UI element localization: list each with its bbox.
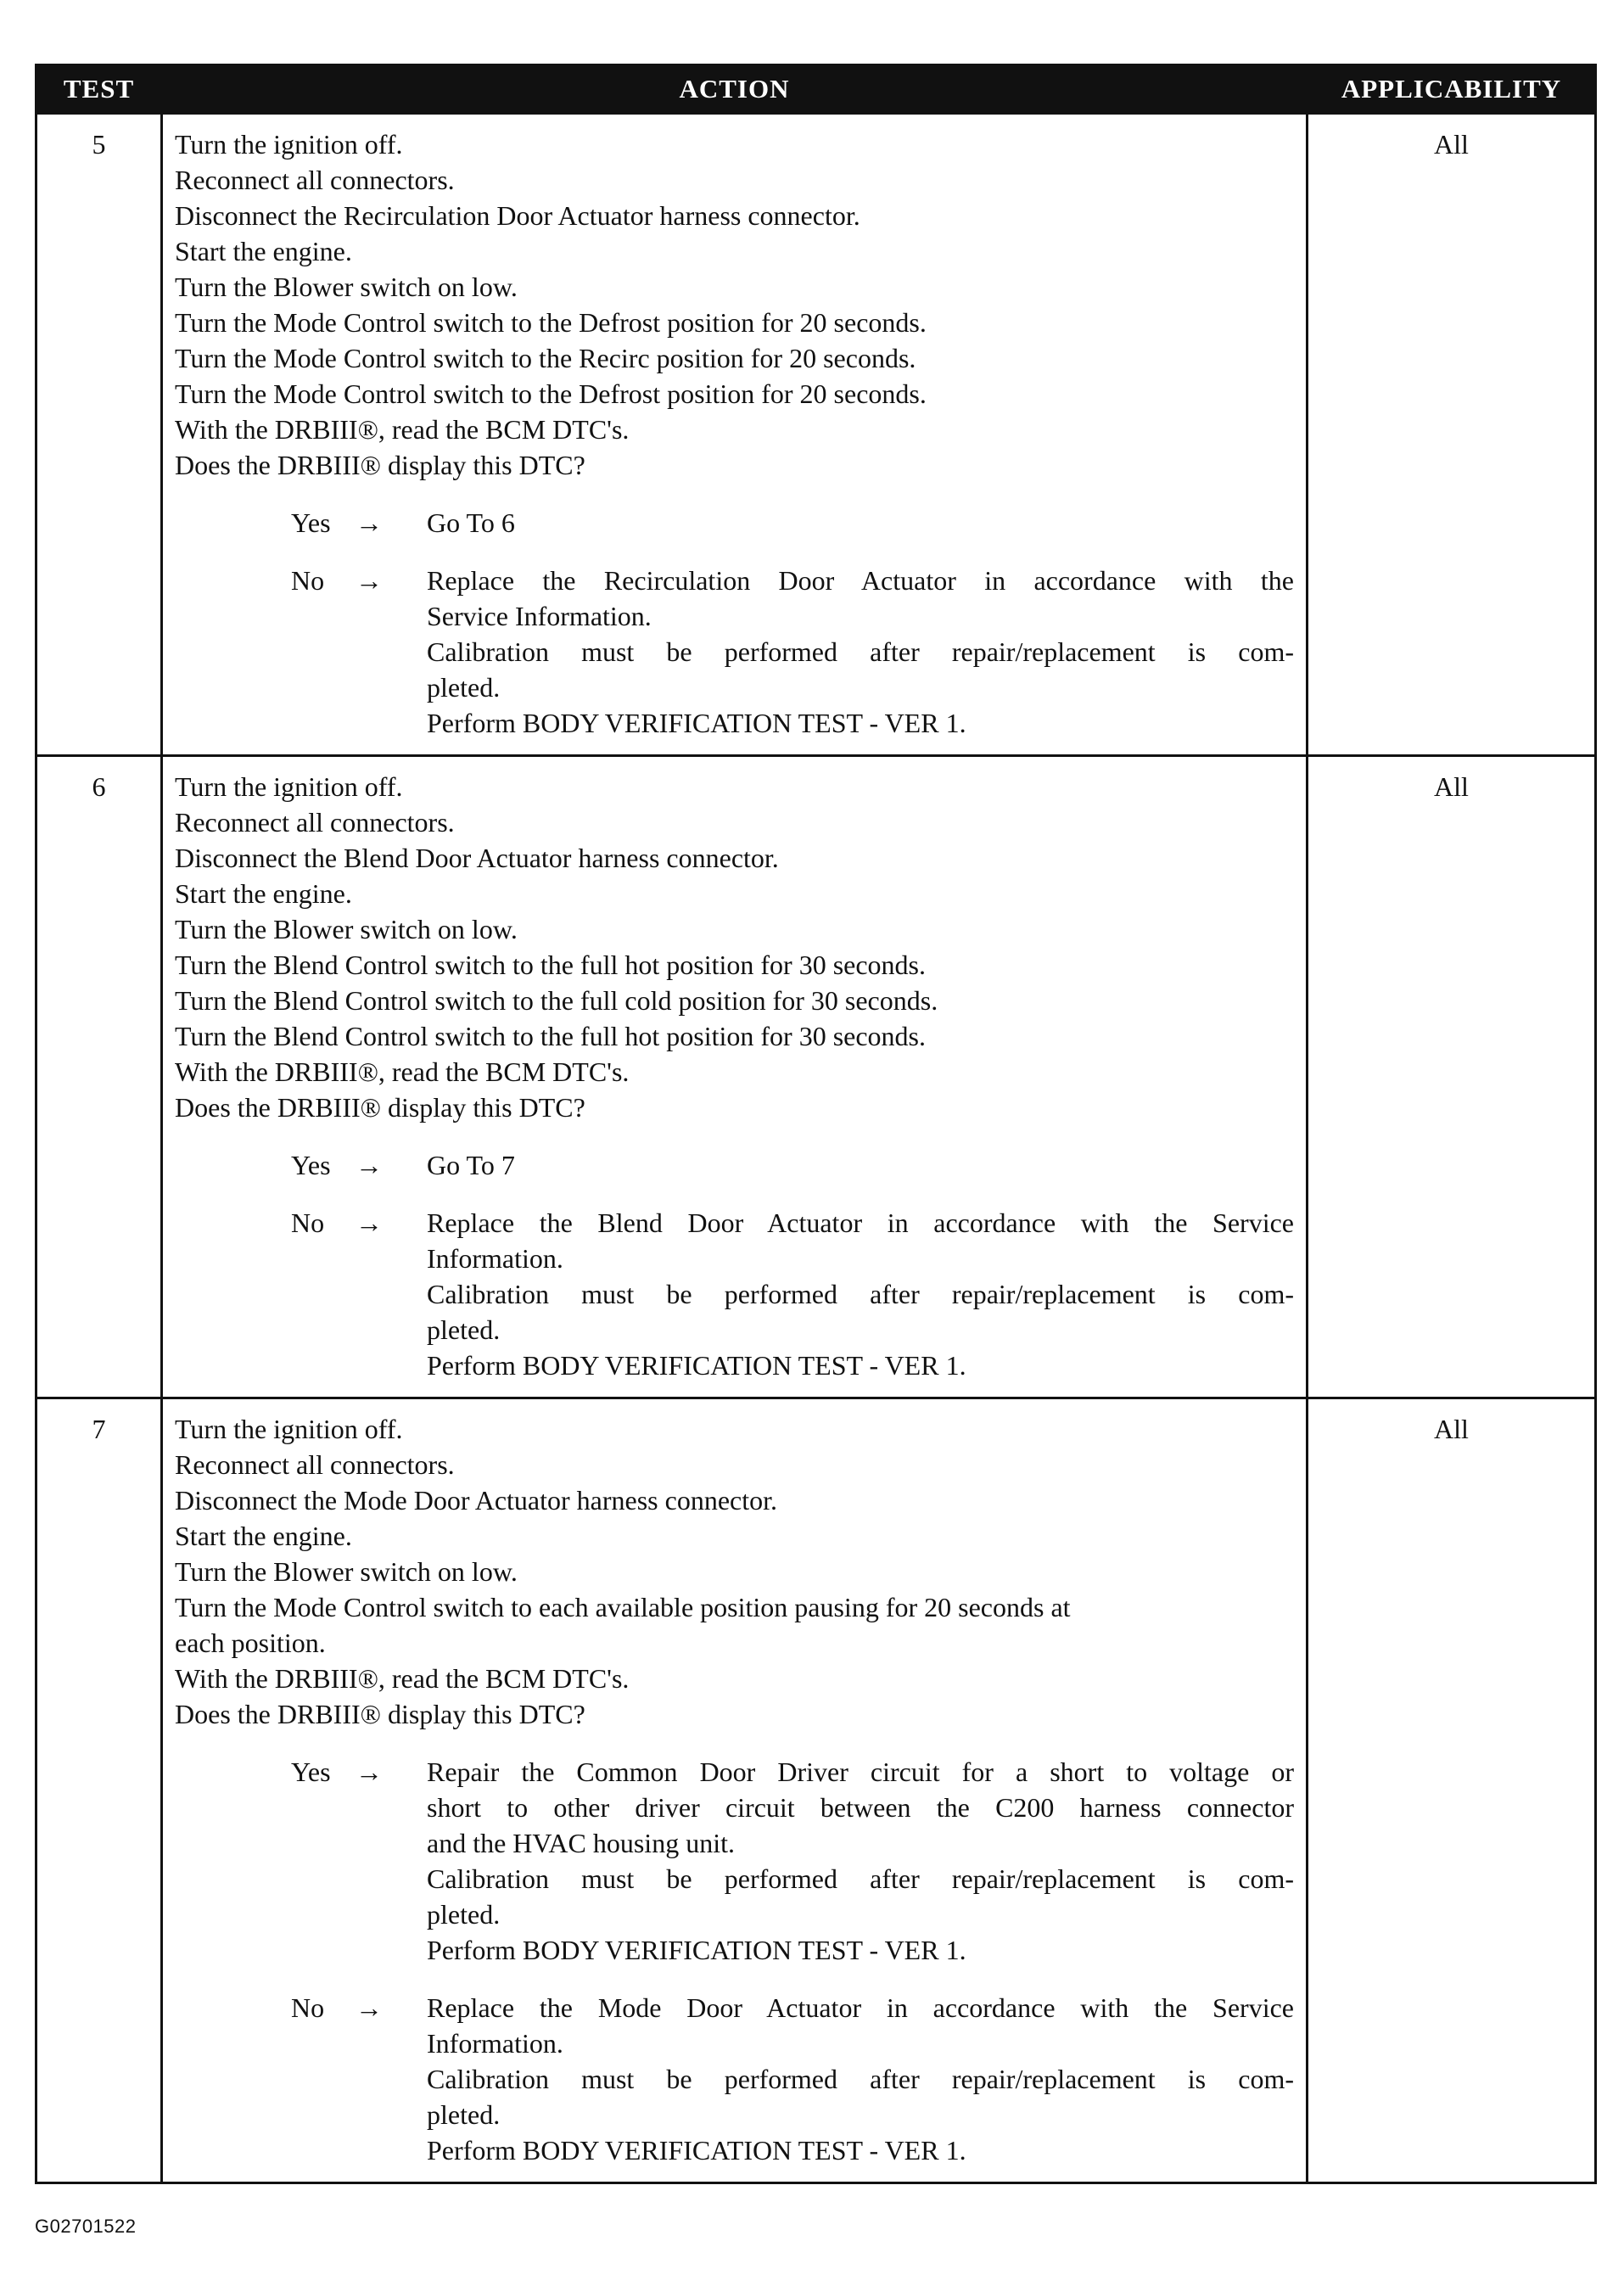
action-step: Turn the Mode Control switch to the Recirc position for 20 seconds. [175,343,916,373]
branch-label: Yes [291,1757,331,1787]
action-step: Does the DRBIII® display this DTC? [175,1092,585,1123]
action-step: each position. [175,1628,326,1658]
table-row [36,756,1596,1398]
applicability-value: All [1308,114,1596,756]
outcome-line: Replace the Blend Door Actuator in accordance with the Service [427,1207,1294,1238]
action-step: Turn the Blower switch on low. [175,914,518,944]
action-step: Reconnect all connectors. [175,1449,455,1480]
arrow-right-icon: → [356,565,383,596]
branch-outcome [427,1754,1294,1968]
branch-outcome [427,1205,1294,1383]
action-step: Turn the ignition off. [175,771,403,802]
test-number: 5 [36,114,162,756]
test-number: 7 [36,1398,162,2183]
action-step: Turn the Blower switch on low. [175,272,518,302]
branch-label: No [291,1207,325,1238]
arrow-right-icon: → [356,1207,383,1238]
action-step: Start the engine. [175,236,352,266]
header-action: ACTION [162,65,1308,114]
branch-outcome [427,1990,1294,2168]
branch-label: No [291,565,325,596]
action-step: Does the DRBIII® display this DTC? [175,450,585,480]
action-step: Turn the Blend Control switch to the full cold position for 30 seconds. [175,985,938,1016]
test-number: 6 [36,756,162,1398]
outcome-line: Perform BODY VERIFICATION TEST - VER 1. [427,1350,966,1381]
branch-label: Yes [291,1150,331,1180]
branch-label: No [291,1992,325,2023]
arrow-right-icon: → [356,507,383,538]
outcome-line: Information. [427,2028,563,2059]
branch-outcome [427,505,1294,541]
branch-no [291,1990,1294,2168]
figure-id: G02701522 [35,2216,137,2237]
header-test: TEST [36,65,162,114]
action-step: With the DRBIII®, read the BCM DTC's. [175,1663,630,1694]
outcome-line: Calibration must be performed after repair/replacement is com- [427,1279,1294,1309]
decision-branches [175,1754,1294,2168]
table-header-row [36,65,1596,114]
action-step: With the DRBIII®, read the BCM DTC's. [175,1056,630,1087]
table-row [36,114,1596,756]
action-step: Reconnect all connectors. [175,165,455,195]
outcome-line: Replace the Mode Door Actuator in accordance with the Service [427,1992,1294,2023]
outcome-line: Service Information. [427,601,652,631]
action-step: Turn the Blend Control switch to the full hot position for 30 seconds. [175,1021,926,1051]
outcome-line: Repair the Common Door Driver circuit for a short to voltage or [427,1757,1294,1787]
action-step: Turn the Mode Control switch to the Defrost position for 20 seconds. [175,378,927,409]
branch-yes [291,1754,1294,1968]
branch-yes [291,505,1294,541]
outcome-line: pleted. [427,1314,501,1345]
decision-branches [175,1147,1294,1383]
outcome-line: Calibration must be performed after repair/replacement is com- [427,1863,1294,1894]
branch-no [291,563,1294,741]
header-applicability: APPLICABILITY [1308,65,1596,114]
outcome-line: Perform BODY VERIFICATION TEST - VER 1. [427,1935,966,1965]
table-body [36,114,1596,2183]
applicability-value: All [1308,1398,1596,2183]
outcome-line: Calibration must be performed after repair/replacement is com- [427,2064,1294,2094]
action-step: Turn the Blower switch on low. [175,1556,518,1587]
decision-branches [175,505,1294,741]
outcome-line: Replace the Recirculation Door Actuator in accordance with the [427,565,1294,596]
action-cell [162,114,1308,756]
branch-yes [291,1147,1294,1183]
outcome-line: pleted. [427,2099,501,2130]
action-step: Turn the ignition off. [175,129,403,160]
action-step: Does the DRBIII® display this DTC? [175,1699,585,1729]
branch-outcome [427,563,1294,741]
outcome-line: and the HVAC housing unit. [427,1828,735,1858]
branch-outcome [427,1147,1294,1183]
action-cell [162,756,1308,1398]
applicability-value: All [1308,756,1596,1398]
action-step: Reconnect all connectors. [175,807,455,838]
branch-label: Yes [291,507,331,538]
outcome-line: pleted. [427,1899,501,1930]
action-step: Turn the Mode Control switch to the Defrost position for 20 seconds. [175,307,927,338]
action-step: Turn the Blend Control switch to the full hot position for 30 seconds. [175,950,926,980]
outcome-line: Perform BODY VERIFICATION TEST - VER 1. [427,2135,966,2166]
action-step: Disconnect the Recirculation Door Actuator harness connector. [175,200,860,231]
outcome-line: Calibration must be performed after repair/replacement is com- [427,636,1294,667]
outcome-line: Go To 7 [427,1150,515,1180]
outcome-line: short to other driver circuit between the C200 harness connector [427,1792,1294,1823]
outcome-line: pleted. [427,672,501,703]
action-step: Turn the Mode Control switch to each available position pausing for 20 seconds at [175,1592,1071,1622]
outcome-line: Go To 6 [427,507,515,538]
action-step: Start the engine. [175,1521,352,1551]
branch-no [291,1205,1294,1383]
outcome-line: Information. [427,1243,563,1274]
diagnostic-test-table [35,64,1597,2184]
outcome-line: Perform BODY VERIFICATION TEST - VER 1. [427,708,966,738]
arrow-right-icon: → [356,1757,383,1787]
action-step: Start the engine. [175,878,352,909]
arrow-right-icon: → [356,1992,383,2023]
arrow-right-icon: → [356,1150,383,1180]
action-step: Disconnect the Mode Door Actuator harness connector. [175,1485,778,1516]
table-row [36,1398,1596,2183]
action-cell [162,1398,1308,2183]
action-step: Turn the ignition off. [175,1414,403,1444]
action-step: Disconnect the Blend Door Actuator harness connector. [175,843,779,873]
action-step: With the DRBIII®, read the BCM DTC's. [175,414,630,445]
